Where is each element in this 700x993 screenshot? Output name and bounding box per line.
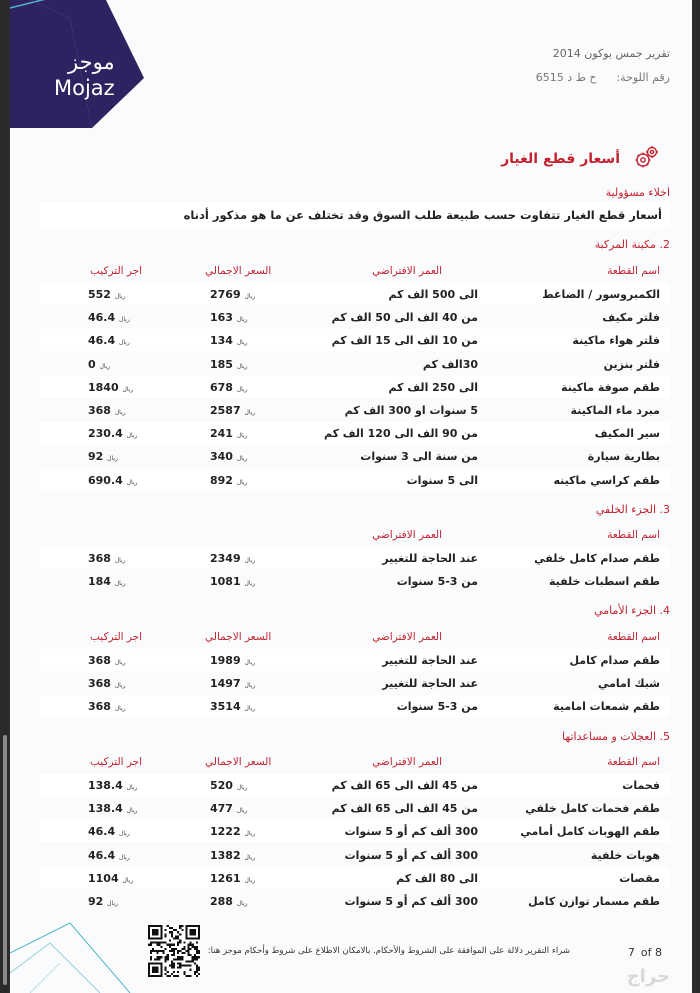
currency-label: ريال (118, 339, 130, 346)
currency-label: ريال (236, 316, 248, 323)
price-value: 288 (210, 895, 233, 908)
part-price (210, 311, 251, 324)
corner-decoration (10, 913, 150, 993)
part-install-cost (88, 334, 133, 347)
install-value: 552 (88, 288, 111, 301)
install-value: 368 (88, 552, 111, 565)
currency-label: ريال (236, 900, 248, 907)
currency-label: ريال (114, 705, 126, 712)
part-name: طقم شمعات امامية (553, 700, 660, 713)
table-row (40, 774, 670, 796)
currency-label: ريال (122, 877, 134, 884)
part-name: الكمبروسور / الضاغط (542, 288, 660, 301)
currency-label: ريال (236, 479, 248, 486)
part-price (210, 334, 251, 347)
part-install-cost (88, 654, 129, 667)
currency-label: ريال (114, 293, 126, 300)
install-value: 46.4 (88, 825, 116, 838)
table-row (40, 329, 670, 351)
install-value: 46.4 (88, 334, 116, 347)
install-value: 184 (88, 575, 111, 588)
section-title: أسعار قطع الغيار (501, 151, 620, 167)
part-install-cost (88, 849, 133, 862)
currency-label: ريال (244, 705, 256, 712)
col-header-name: اسم القطعة (607, 529, 660, 541)
qr-code-icon[interactable] (148, 925, 200, 977)
price-value: 241 (210, 427, 233, 440)
part-lifespan: من 10 الف الى 15 الف كم (331, 334, 478, 347)
part-install-cost (88, 450, 121, 463)
part-name: طقم مسمار توازن كامل (528, 895, 660, 908)
report-title: تقرير جمس يوكون 2014 (552, 47, 670, 60)
part-price (210, 654, 258, 667)
disclaimer-text: أسعار قطع الغيار تتفاوت حسب طبيعة طلب السوق وقد تختلف عن ما هو مذكور أدناه (40, 202, 670, 228)
price-value: 1261 (210, 872, 241, 885)
part-lifespan: عند الحاجة للتغيير (382, 654, 478, 667)
part-price (210, 474, 251, 487)
part-name: فحمات (622, 779, 660, 792)
part-lifespan: من 40 الف الى 50 الف كم (331, 311, 478, 324)
install-value: 368 (88, 654, 111, 667)
currency-label: ريال (126, 432, 138, 439)
part-price (210, 288, 258, 301)
install-value: 138.4 (88, 802, 123, 815)
part-name: فلتر مكيف (602, 311, 660, 324)
currency-label: ريال (236, 386, 248, 393)
watermark-logo: حراج (626, 966, 670, 987)
currency-label: ريال (244, 877, 256, 884)
part-install-cost (88, 311, 133, 324)
price-value: 1989 (210, 654, 241, 667)
currency-label: ريال (118, 854, 130, 861)
price-value: 163 (210, 311, 233, 324)
part-price (210, 677, 258, 690)
scrollbar-thumb[interactable] (3, 735, 7, 985)
price-value: 3514 (210, 700, 241, 713)
part-price (210, 381, 251, 394)
price-value: 2349 (210, 552, 241, 565)
part-install-cost (88, 404, 129, 417)
install-value: 1840 (88, 381, 119, 394)
part-lifespan: من 3-5 سنوات (396, 700, 478, 713)
table-row (40, 649, 670, 671)
col-header-price: السعر الاجمالي (205, 756, 272, 768)
part-price (210, 895, 251, 908)
part-lifespan: الى 80 الف كم (396, 872, 478, 885)
col-header-name: اسم القطعة (607, 265, 660, 277)
col-header-name: اسم القطعة (607, 631, 660, 643)
currency-label: ريال (236, 339, 248, 346)
table-row (40, 695, 670, 717)
part-name: طقم الهوبات كامل أمامي (520, 825, 660, 838)
part-name: طقم كراسي ماكينه (553, 474, 660, 487)
install-value: 92 (88, 895, 104, 908)
table-row (40, 867, 670, 889)
page-current: 7 (627, 946, 635, 959)
currency-label: ريال (114, 659, 126, 666)
table-row (40, 547, 670, 569)
table-row (40, 399, 670, 421)
table-header (40, 753, 670, 773)
price-value: 134 (210, 334, 233, 347)
part-price (210, 427, 251, 440)
col-header-age: العمر الافتراضي (372, 265, 442, 277)
scrollbar-track[interactable] (0, 0, 10, 993)
currency-label: ريال (114, 557, 126, 564)
currency-label: ريال (244, 682, 256, 689)
table-section-title: 5. العجلات و مساعداتها (562, 730, 670, 743)
install-value: 368 (88, 700, 111, 713)
table-section-title: 2. مكينة المركبة (594, 238, 670, 251)
currency-label: ريال (244, 580, 256, 587)
part-lifespan: الى 500 الف كم (388, 288, 478, 301)
currency-label: ريال (99, 363, 111, 370)
part-lifespan: 300 ألف كم أو 5 سنوات (344, 895, 478, 908)
disclaimer-title: اخلاء مسؤولية (605, 186, 670, 199)
part-price (210, 802, 251, 815)
part-price (210, 700, 258, 713)
price-value: 2587 (210, 404, 241, 417)
logo-arabic-text: موجز (68, 50, 115, 74)
part-name: طقم فحمات كامل خلفي (525, 802, 660, 815)
part-lifespan: 300 ألف كم أو 5 سنوات (344, 825, 478, 838)
footer-terms-text[interactable]: شراء التقرير دلالة على الموافقة على الشروط والأحكام. بالامكان الاطلاع على شروط وأحكام موجز هنا: (207, 946, 570, 956)
price-value: 2769 (210, 288, 241, 301)
currency-label: ريال (107, 455, 118, 462)
price-value: 340 (210, 450, 233, 463)
install-value: 368 (88, 404, 111, 417)
table-row (40, 844, 670, 866)
install-value: 0 (88, 358, 96, 371)
currency-label: ريال (114, 580, 126, 587)
currency-label: ريال (244, 659, 256, 666)
part-install-cost (88, 677, 129, 690)
currency-label: ريال (114, 682, 126, 689)
currency-label: ريال (244, 830, 256, 837)
part-install-cost (88, 474, 140, 487)
part-price (210, 779, 251, 792)
currency-label: ريال (244, 409, 256, 416)
currency-label: ريال (244, 854, 256, 861)
part-name: فلتر هواء ماكينة (572, 334, 660, 347)
currency-label: ريال (126, 807, 138, 814)
part-name: طقم صوفة ماكينة (561, 381, 660, 394)
price-value: 1222 (210, 825, 241, 838)
part-name: طقم اسطبات خلفية (548, 575, 660, 588)
table-row (40, 283, 670, 305)
price-value: 1497 (210, 677, 241, 690)
part-install-cost (88, 381, 136, 394)
currency-label: ريال (236, 455, 248, 462)
price-value: 520 (210, 779, 233, 792)
install-value: 46.4 (88, 849, 116, 862)
install-value: 92 (88, 450, 104, 463)
table-header (40, 628, 670, 648)
part-name: فلتر بنزين (603, 358, 660, 371)
col-header-install: اجر التركيب (90, 756, 143, 768)
price-value: 185 (210, 358, 233, 371)
part-install-cost (88, 358, 113, 371)
table-row (40, 422, 670, 444)
part-lifespan: من 45 الف الى 65 الف كم (331, 802, 478, 815)
table-row (40, 306, 670, 328)
table-section-title: 4. الجزء الأمامي (594, 604, 670, 617)
part-price (210, 575, 258, 588)
part-lifespan: 30الف كم (422, 358, 478, 371)
part-lifespan: من 90 الف الى 120 الف كم (323, 427, 478, 440)
part-install-cost (88, 427, 140, 440)
table-row (40, 469, 670, 491)
part-install-cost (88, 802, 140, 815)
table-row (40, 445, 670, 467)
page-total: of 8 (640, 946, 662, 959)
table-row (40, 797, 670, 819)
part-price (210, 825, 258, 838)
part-price (210, 450, 251, 463)
price-value: 1382 (210, 849, 241, 862)
currency-label: ريال (236, 807, 248, 814)
part-install-cost (88, 575, 129, 588)
col-header-price: السعر الاجمالي (205, 265, 272, 277)
part-install-cost (88, 895, 121, 908)
price-value: 678 (210, 381, 233, 394)
part-install-cost (88, 779, 140, 792)
part-lifespan: 300 ألف كم أو 5 سنوات (344, 849, 478, 862)
part-name: مبرد ماء الماكينة (570, 404, 660, 417)
col-header-age: العمر الافتراضي (372, 756, 442, 768)
report-page (10, 0, 692, 993)
part-lifespan: عند الحاجة للتغيير (382, 677, 478, 690)
plate-label: رقم اللوحة: (616, 71, 670, 84)
part-lifespan: من سنة الى 3 سنوات (360, 450, 478, 463)
install-value: 368 (88, 677, 111, 690)
col-header-install: اجر التركيب (90, 631, 143, 643)
table-row (40, 376, 670, 398)
currency-label: ريال (114, 409, 126, 416)
part-name: مقصات (619, 872, 660, 885)
install-value: 138.4 (88, 779, 123, 792)
part-name: سير المكيف (594, 427, 660, 440)
currency-label: ريال (236, 363, 248, 370)
col-header-age: العمر الافتراضي (372, 631, 442, 643)
currency-label: ريال (244, 293, 256, 300)
currency-label: ريال (126, 784, 138, 791)
currency-label: ريال (236, 432, 248, 439)
part-install-cost (88, 872, 136, 885)
part-lifespan: عند الحاجة للتغيير (382, 552, 478, 565)
currency-label: ريال (118, 316, 130, 323)
part-install-cost (88, 700, 129, 713)
currency-label: ريال (122, 386, 134, 393)
gears-icon (632, 144, 660, 172)
part-price (210, 358, 251, 371)
part-lifespan: من 3-5 سنوات (396, 575, 478, 588)
part-install-cost (88, 552, 129, 565)
page-indicator (628, 946, 662, 959)
part-name: شبك امامي (597, 677, 660, 690)
part-lifespan: الى 5 سنوات (406, 474, 478, 487)
part-price (210, 404, 258, 417)
table-row (40, 820, 670, 842)
col-header-install: اجر التركيب (90, 265, 143, 277)
install-value: 46.4 (88, 311, 116, 324)
part-lifespan: 5 سنوات او 300 الف كم (344, 404, 478, 417)
price-value: 1081 (210, 575, 241, 588)
currency-label: ريال (236, 784, 248, 791)
part-name: بطارية سيارة (587, 450, 660, 463)
plate-value: ح ط د 6515 (535, 71, 597, 84)
plate-info (536, 71, 670, 84)
install-value: 230.4 (88, 427, 123, 440)
price-value: 477 (210, 802, 233, 815)
table-row (40, 353, 670, 375)
table-header (40, 262, 670, 282)
part-name: طقم صدام كامل (569, 654, 660, 667)
col-header-name: اسم القطعة (607, 756, 660, 768)
currency-label: ريال (118, 830, 130, 837)
logo-english-text: Mojaz (54, 76, 115, 100)
table-header (40, 526, 670, 546)
part-price (210, 872, 258, 885)
table-row (40, 672, 670, 694)
part-lifespan: الى 250 الف كم (388, 381, 478, 394)
part-lifespan: من 45 الف الى 65 الف كم (331, 779, 478, 792)
install-value: 1104 (88, 872, 119, 885)
currency-label: ريال (126, 479, 138, 486)
col-header-price: السعر الاجمالي (205, 631, 272, 643)
currency-label: ريال (244, 557, 256, 564)
part-name: طقم صدام كامل خلفي (534, 552, 660, 565)
install-value: 690.4 (88, 474, 123, 487)
col-header-age: العمر الافتراضي (372, 529, 442, 541)
table-row (40, 570, 670, 592)
part-price (210, 849, 258, 862)
table-section-title: 3. الجزء الخلفي (595, 503, 670, 516)
part-price (210, 552, 258, 565)
part-name: هوبات خلفية (590, 849, 660, 862)
part-install-cost (88, 288, 129, 301)
price-value: 892 (210, 474, 233, 487)
currency-label: ريال (107, 900, 118, 907)
table-row (40, 890, 670, 912)
part-install-cost (88, 825, 133, 838)
